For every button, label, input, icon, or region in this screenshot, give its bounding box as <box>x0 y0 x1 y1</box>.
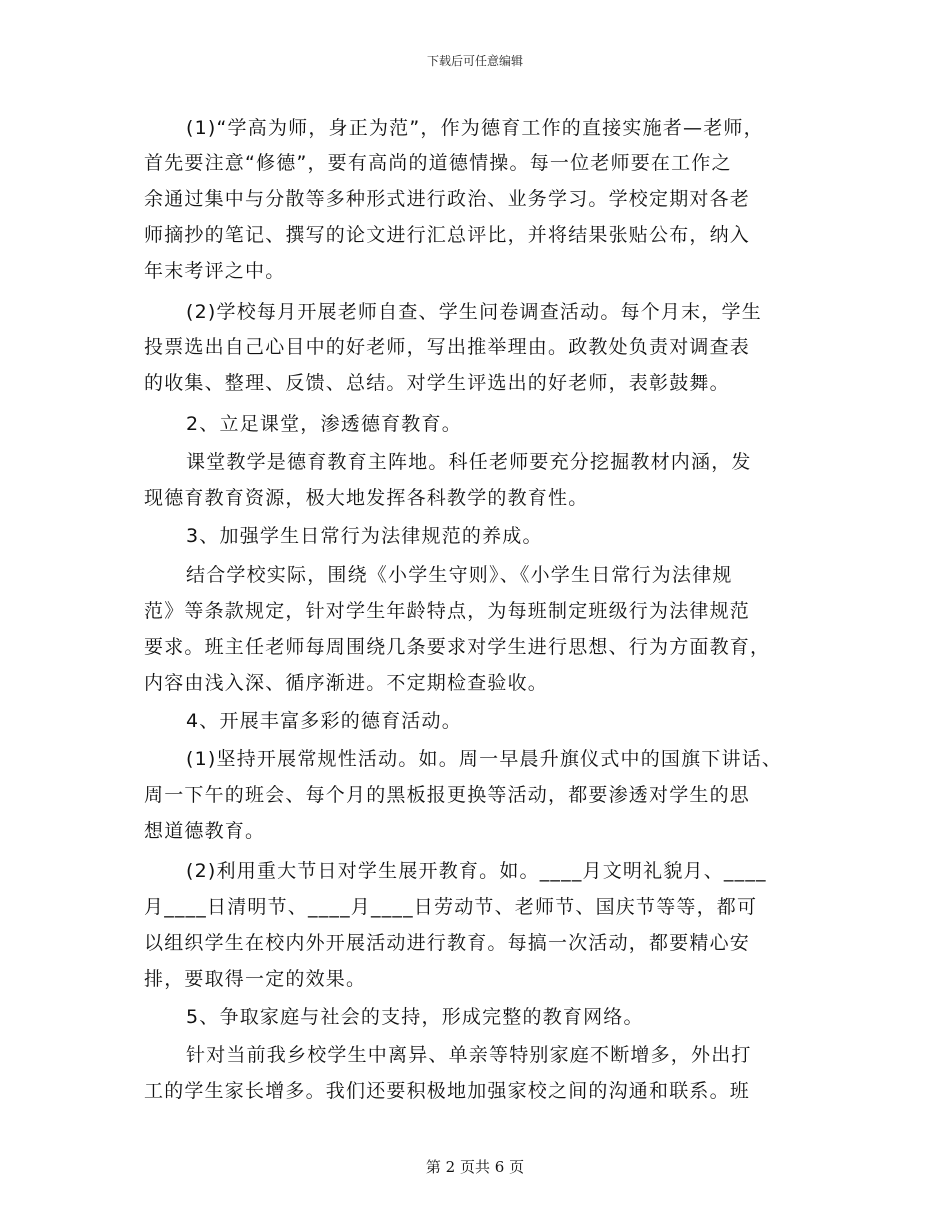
body-line: 周一下午的班会、每个月的黑板报更换等活动，都要渗透对学生的思 <box>144 784 751 806</box>
body-line: 余通过集中与分散等多种形式进行政治、业务学习。学校定期对各老 <box>144 188 751 210</box>
body-line: 想道德教育。 <box>144 820 266 842</box>
body-line: 要求。班主任老师每周围绕几条要求对学生进行思想、行为方面教育， <box>144 636 771 658</box>
section-heading: 3、加强学生日常行为法律规范的养成。 <box>186 525 543 547</box>
body-line: (2)学校每月开展老师自查、学生问卷调查活动。每个月末，学生 <box>186 301 762 323</box>
body-line: (2)利用重大节日对学生展开教育。如。____月文明礼貌月、____ <box>186 860 767 882</box>
section-heading: 4、开展丰富多彩的德育活动。 <box>186 710 462 732</box>
body-line: 结合学校实际，围绕《小学生守则》、《小学生日常行为法律规 <box>186 564 733 586</box>
section-heading: 5、争取家庭与社会的支持，形成完整的教育网络。 <box>186 1006 644 1028</box>
body-line: 投票选出自己心目中的好老师，写出推举理由。政教处负责对调查表 <box>144 336 751 358</box>
body-line: 范》等条款规定，针对学生年龄特点，为每班制定班级行为法律规范 <box>144 600 751 622</box>
body-line: 内容由浅入深、循序渐进。不定期检查验收。 <box>144 672 549 694</box>
body-line: 的收集、整理、反馈、总结。对学生评选出的好老师，表彰鼓舞。 <box>144 372 730 394</box>
body-line: (1)“学高为师，身正为范”，作为德育工作的直接实施者—老师， <box>186 117 764 139</box>
page-header: 下载后可任意编辑 <box>426 54 523 68</box>
body-line: 月____日清明节、____月____日劳动节、老师节、国庆节等等，都可 <box>144 896 758 918</box>
body-line: 首先要注意“修德”，要有高尚的道德情操。每一位老师要在工作之 <box>144 152 732 174</box>
body-line: 针对当前我乡校学生中离异、单亲等特别家庭不断增多，外出打 <box>186 1044 752 1066</box>
body-line: 师摘抄的笔记、撰写的论文进行汇总评比，并将结果张贴公布，纳入 <box>144 224 751 246</box>
body-line: 工的学生家长增多。我们还要积极地加强家校之间的沟通和联系。班 <box>144 1080 751 1102</box>
body-line: 排，要取得一定的效果。 <box>144 968 367 990</box>
page-footer: 第 2 页共 6 页 <box>425 1158 525 1176</box>
body-line: 课堂教学是德育教育主阵地。科任老师要充分挖掘教材内涵，发 <box>186 451 752 473</box>
body-line: 以组织学生在校内外开展活动进行教育。每搞一次活动，都要精心安 <box>144 932 751 954</box>
body-line: 年末考评之中。 <box>144 260 286 282</box>
body-line: 现德育教育资源，极大地发挥各科教学的教育性。 <box>144 487 589 509</box>
section-heading: 2、立足课堂，渗透德育教育。 <box>186 413 462 435</box>
body-line: (1)坚持开展常规性活动。如。周一早晨升旗仪式中的国旗下讲话、 <box>186 748 783 770</box>
